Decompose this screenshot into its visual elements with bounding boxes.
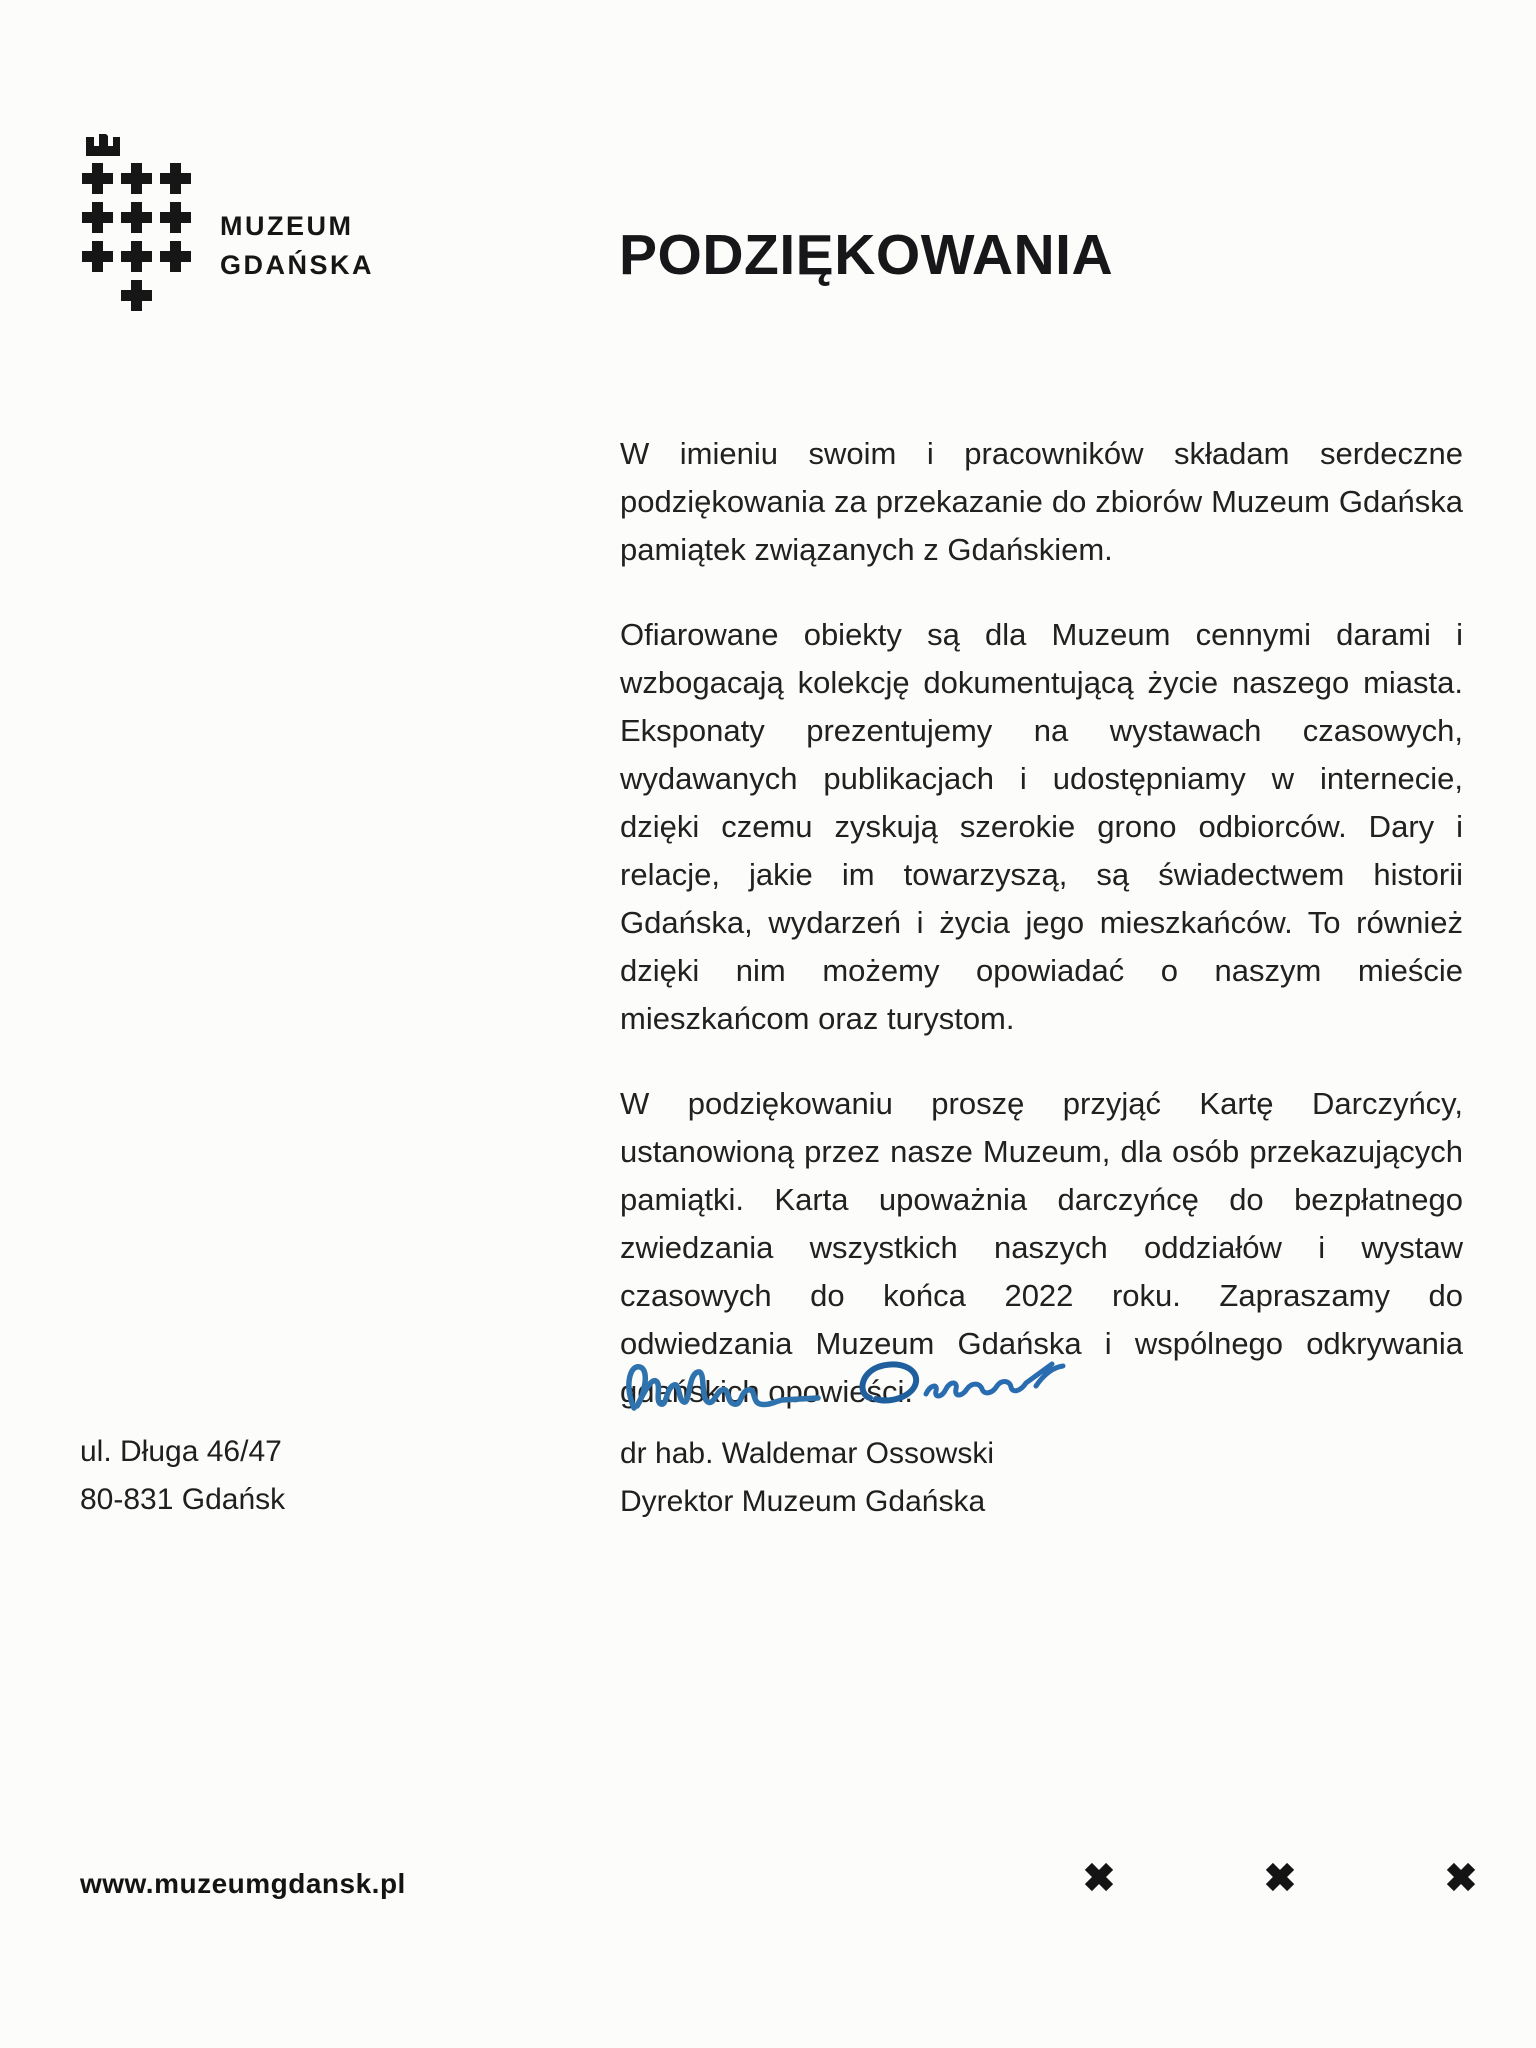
x-mark-icon (1078, 1856, 1120, 1898)
plus-icon (121, 280, 152, 311)
plus-icon (160, 202, 191, 233)
address-block (80, 1428, 285, 1524)
museum-logo (82, 131, 375, 311)
footer-cross-marks (1080, 1858, 1480, 1896)
x-mark-icon (1440, 1856, 1482, 1898)
crown-icon (84, 131, 120, 156)
handwritten-signature (620, 1352, 1090, 1437)
letter-body (620, 430, 1463, 1453)
plus-icon (121, 163, 152, 194)
x-mark-icon (1259, 1856, 1301, 1898)
logo-word-muzeum: MUZEUM (220, 211, 354, 241)
plus-icon (121, 241, 152, 272)
signer-role: Dyrektor Muzeum Gdańska (620, 1485, 986, 1518)
address-street: ul. Długa 46/47 (80, 1435, 282, 1468)
signer-name: dr hab. Waldemar Ossowski (620, 1437, 995, 1470)
letter-title: PODZIĘKOWANIA (619, 223, 1114, 287)
plus-icon (82, 202, 113, 233)
plus-icon (160, 241, 191, 272)
paragraph-2: Ofiarowane obiekty są dla Muzeum cennymi darami i wzbogacają kolekcję dokumentującą życie naszego miasta. Eksponaty prezentujemy na wystawach czasowych, wydawanych publikacjach i udostępniamy w internecie, dzięki czemu zyskują szerokie grono odbiorców. Dary i relacje, jakie im towarzyszą, są świadectwem historii Gdańska, wydarzeń i życia jego mieszkańców. To również dzięki nim możemy opowiadać o naszym mieście mieszkańcom oraz turystom. (620, 617, 1463, 1036)
plus-icon (82, 241, 113, 272)
plus-icon (160, 163, 191, 194)
paragraph-3: W podziękowaniu proszę przyjąć Kartę Darczyńcy, ustanowioną przez nasze Muzeum, dla osób przekazujących pamiątki. Karta upoważnia darczyńcę do bezpłatnego zwiedzania wszystkich naszych oddziałów i wystaw czasowych do końca 2022 roku. Zapraszamy do odwiedzania Muzeum Gdańska i wspólnego odkrywania gdańskich opowieści. (620, 1086, 1463, 1409)
paragraph-1: W imieniu swoim i pracowników składam serdeczne podziękowania za przekazanie do zbiorów Muzeum Gdańska pamiątek związanych z Gdańskiem. (620, 436, 1463, 567)
signer-block (620, 1430, 994, 1526)
address-city: 80-831 Gdańsk (80, 1483, 286, 1516)
website-url: www.muzeumgdansk.pl (80, 1868, 406, 1899)
plus-icon (121, 202, 152, 233)
logo-word-gdanska: GDAŃSKA (220, 250, 375, 280)
logo-wordmark (220, 207, 374, 285)
plus-icon (82, 163, 113, 194)
logo-cross-grid (82, 163, 191, 272)
